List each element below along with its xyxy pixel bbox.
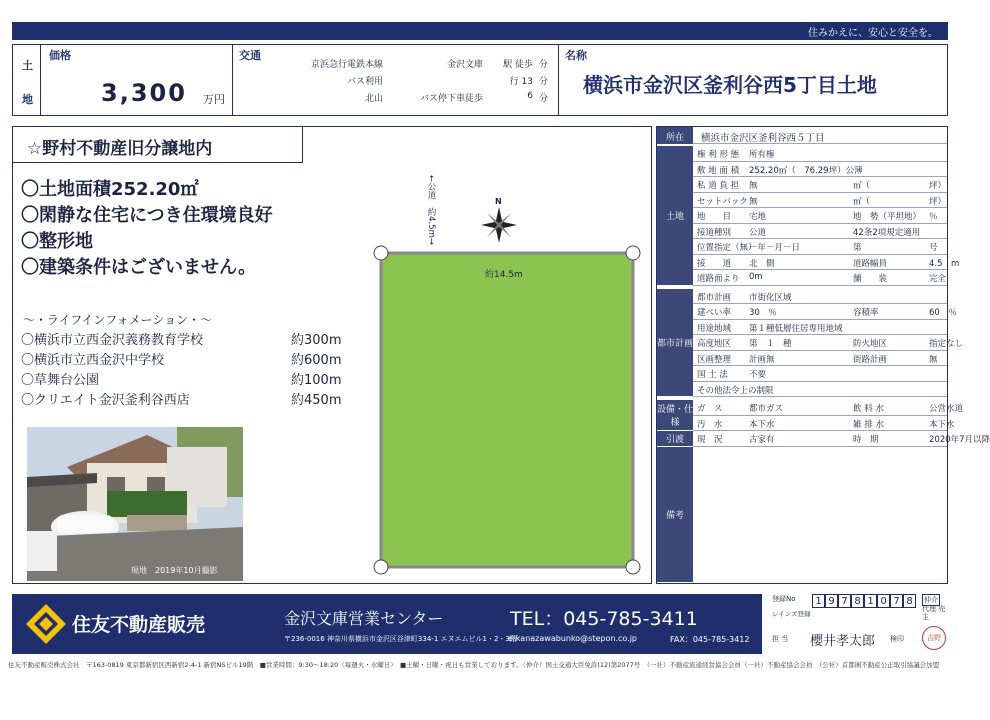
handover-cell: 2020年7月以降 [929, 435, 990, 445]
traffic-line-d: 分 [539, 77, 549, 87]
city-cell: 街路計画 [853, 354, 888, 365]
city-cell: 容積率 [853, 308, 879, 318]
company-name: 住友不動産販売 [72, 614, 206, 636]
land-row [693, 270, 947, 286]
compass-icon [481, 207, 517, 247]
corner-marker [626, 560, 640, 574]
land-cell: ％ [929, 212, 938, 222]
life-item-distance: 約300m [291, 333, 342, 348]
handover-cell: 現 況 [697, 435, 723, 445]
land-cell: 敷 地 面 積 [697, 165, 740, 176]
life-title: ～・ライフインフォメーション・～ [23, 313, 213, 327]
spec-panel [656, 126, 990, 584]
check-label: 検印 [890, 635, 904, 643]
agent-name: 櫻井孝太郎 [810, 634, 876, 649]
land-cell: セットバック [697, 196, 748, 207]
traffic-line-b: バス停下車徒歩 [419, 94, 483, 104]
city-cell: 国 土 法 [697, 370, 728, 380]
price-value: 3,300 [101, 79, 187, 107]
company-band [12, 594, 762, 654]
city-label: 都市計画 [657, 289, 693, 398]
top-banner [12, 22, 948, 40]
plot-svg [373, 245, 639, 575]
equip-cell: 汚 水 [697, 419, 723, 430]
traffic-cell: 交通 京浜急行電鉄本線 金沢文庫 駅 徒歩 分 バス利用 行 13 分 北山 バス停下車徒歩 6 分 [233, 45, 559, 115]
location-value: 横浜市金沢区釜利谷西５丁目 [693, 127, 947, 144]
city-cell: 計画無 [749, 354, 775, 365]
land-cell: 号 [929, 243, 938, 253]
city-cell: 無 [929, 354, 938, 365]
land-cell: 無 [749, 181, 758, 191]
land-row [693, 239, 947, 255]
city-cell: 不要 [749, 370, 767, 380]
reg-digit: 8 [851, 594, 864, 608]
life-item [21, 389, 371, 409]
equip-cell: 本下水 [749, 419, 775, 430]
reg-digit: 9 [825, 594, 838, 608]
life-item-distance: 約450m [291, 393, 342, 408]
life-item-distance: 約600m [291, 353, 342, 368]
life-item-name: 〇クリエイト金沢釜利谷西店 [21, 393, 190, 408]
land-row [693, 193, 947, 209]
city-row [693, 382, 947, 398]
road-label: ←公道 約4.5m→ [426, 175, 436, 246]
traffic-line-d: 分 [539, 94, 549, 104]
corner-marker [374, 246, 388, 260]
approval-stamp: 吉野 [922, 626, 946, 650]
land-cell: 公道 [749, 227, 767, 238]
land-row [693, 255, 960, 271]
feature-item: 〇整形地 [21, 231, 93, 252]
reg-digit: 1 [812, 594, 825, 608]
land-cell: 地 目 [697, 212, 732, 222]
photo-caption: 現地 2019年10月撮影 [131, 566, 218, 575]
land-cell: －年－月－日 [749, 243, 801, 253]
feature-item: 〇土地面積252.20㎡ [21, 179, 199, 200]
reg-digit: 8 [903, 594, 916, 608]
reg-digit: 1 [864, 594, 877, 608]
land-cell: 0m [749, 272, 763, 282]
land-cell: ㎡（ [853, 196, 871, 207]
land-cell: 位置指定（無） [697, 243, 757, 253]
land-row [693, 224, 947, 240]
branch-name: 金沢文庫営業センター [284, 609, 444, 628]
company-address: 〒236-0016 神奈川県横浜市金沢区谷津町334-1 エヌエムビル1・2・3階 [284, 635, 517, 643]
land-side-label: 土 地 [13, 45, 41, 115]
city-row [693, 351, 947, 367]
life-item [21, 349, 371, 369]
property-name: 横浜市金沢区釜利谷西5丁目土地 [583, 73, 877, 97]
feature-list [21, 177, 273, 281]
corner-marker [626, 246, 640, 260]
city-row [693, 366, 947, 382]
location-label: 所在 [657, 127, 693, 144]
city-cell: 建ぺい率 [697, 308, 732, 318]
land-cell: 道路面より [697, 274, 740, 284]
city-cell: 用途地域 [697, 323, 732, 334]
city-row [693, 335, 964, 351]
handover-cell: 時 期 [853, 435, 879, 445]
city-cell: 区画整理 [697, 354, 732, 365]
reg-digit: 7 [838, 594, 851, 608]
reg-digit: 0 [877, 594, 890, 608]
reg-no-label: 登録No [772, 595, 796, 603]
slogan: 住みかえに、安心と安全を。 [808, 28, 938, 39]
land-cell: 北 側 [749, 258, 775, 269]
life-item-name: 〇草舞台公園 [21, 373, 100, 388]
city-cell: 30 ％ [749, 308, 777, 318]
land-cell: 252.20㎡（ 76.29坪）公簿 [749, 165, 863, 176]
land-cell: 完全 [929, 274, 947, 284]
company-tel: TEL：045-785-3411 [510, 608, 698, 630]
company-logo-icon [26, 604, 66, 644]
traffic-line-c: 6 [527, 91, 533, 101]
traffic-line-a: バス利用 [346, 77, 383, 87]
land-cell: 42条2項規定適用 [853, 227, 921, 238]
land-cell: ㎡（ [853, 181, 871, 191]
life-item-name: 〇横浜市立西金沢中学校 [21, 353, 165, 368]
land-cell: 私 道 負 担 [697, 181, 740, 191]
city-cell: 防火地区 [853, 339, 888, 349]
equip-cell: 雑 排 水 [853, 419, 884, 430]
land-cell: 接 道 [697, 258, 732, 269]
traffic-line-b: 金沢文庫 [446, 60, 483, 70]
land-row [693, 208, 947, 224]
land-cell: 所有権 [749, 150, 775, 160]
city-cell: 高度地区 [697, 339, 732, 349]
deal-type: 代理 売主 [922, 605, 946, 621]
plot-diagram [373, 245, 639, 575]
reins-label: レインズ登録 [772, 610, 811, 618]
life-item-distance: 約100m [291, 373, 342, 388]
city-cell: 第 １ 種 [749, 339, 792, 349]
corner-marker [374, 560, 388, 574]
traffic-line-a: 北山 [364, 94, 383, 104]
registration-box [772, 594, 948, 654]
house-photo-illustration [27, 427, 243, 581]
land-cell: 坪） [929, 181, 947, 191]
land-cell: 宅地 [749, 212, 767, 222]
header-row [12, 44, 948, 116]
site-photo [27, 427, 243, 581]
reg-number [812, 594, 916, 608]
land-cell: 舗 装 [853, 274, 888, 284]
city-row [693, 320, 947, 336]
land-row [693, 146, 947, 162]
land-cell: 道路幅員 [853, 258, 888, 269]
land-cell: 無 [749, 196, 758, 207]
equip-cell: 公営水道 [929, 404, 964, 414]
traffic-line-c: 駅 徒歩 [503, 60, 533, 70]
land-cell: 坪） [929, 196, 947, 207]
equip-row [693, 400, 964, 416]
catch-copy: ☆野村不動産旧分譲地内 [27, 139, 213, 159]
city-cell: 都市計画 [697, 292, 732, 303]
land-cell: 第 [853, 243, 862, 253]
name-cell: 名称 横浜市金沢区釜利谷西5丁目土地 [565, 49, 877, 97]
deal-mark: 仲介 [924, 596, 938, 604]
main-panel [12, 126, 652, 584]
life-item [21, 329, 371, 349]
traffic-line-a: 京浜急行電鉄本線 [310, 60, 383, 70]
land-cell: 地 勢（平坦地） [853, 212, 922, 222]
catch-box [13, 127, 303, 163]
footer-notes: 住友不動産販売株式会社 〒163-0819 東京都新宿区西新宿2-4-1 新宿NSビル19階 ■営業時間：9:30～18:20（毎週火・水曜日） ■土曜・日曜・祝日も営業しております。（仲介）国土交通大臣免許(12)第2077号 （一社）不動産流通経営協会会員（一社）不動産協会会員 （公社）首都圏不動産公正取引協議会加盟 [8, 661, 940, 669]
city-cell: 第１種低層住居専用地域 [749, 323, 843, 334]
city-cell: その他法令上の制限 [697, 385, 774, 396]
land-cell: 接道種別 [697, 227, 732, 238]
land-row [693, 177, 947, 193]
price-unit: 万円 [203, 93, 225, 106]
traffic-line-c: 行 13 [509, 77, 533, 87]
handover-row [693, 431, 990, 447]
equip-cell: 飲 料 水 [853, 404, 884, 414]
land-cell: 4.5 m [929, 258, 960, 269]
city-cell: 市街化区域 [749, 292, 792, 303]
traffic-line-d: 分 [539, 60, 549, 70]
handover-label: 引渡 [657, 431, 693, 447]
life-item-name: 〇横浜市立西金沢義務教育学校 [21, 333, 204, 348]
equip-row [693, 416, 955, 432]
land-cell: 権 利 形 態 [697, 150, 740, 160]
feature-item: 〇閑静な住宅につき住環境良好 [21, 205, 273, 226]
city-row [693, 289, 947, 305]
life-list [21, 329, 371, 409]
land-row [693, 162, 947, 178]
land-plot-area [381, 253, 633, 567]
plot-width-label: 約14.5m [485, 270, 523, 280]
city-cell: 指定なし [929, 339, 964, 349]
city-cell: 60 ％ [929, 308, 957, 318]
land-label: 土地 [657, 146, 693, 286]
feature-item: 〇建築条件はございません。 [21, 257, 257, 278]
equip-label: 設備・仕様 [657, 400, 693, 431]
compass [481, 199, 517, 243]
equip-cell: 本下水 [929, 419, 955, 430]
north-label: N [495, 197, 502, 206]
agent-label: 担 当 [772, 635, 789, 643]
company-fax: FAX：045-785-3412 [670, 635, 750, 644]
life-item [21, 369, 371, 389]
handover-cell: 古家有 [749, 435, 775, 445]
city-row [693, 304, 957, 320]
price-cell: 価格 3,300 万円 [41, 45, 233, 115]
remark-label: 備考 [657, 447, 693, 584]
reg-digit: 7 [890, 594, 903, 608]
company-email[interactable]: e-kanazawabunko@stepon.co.jp [508, 634, 637, 643]
equip-cell: 都市ガス [749, 404, 784, 414]
equip-cell: ガ ス [697, 404, 723, 414]
